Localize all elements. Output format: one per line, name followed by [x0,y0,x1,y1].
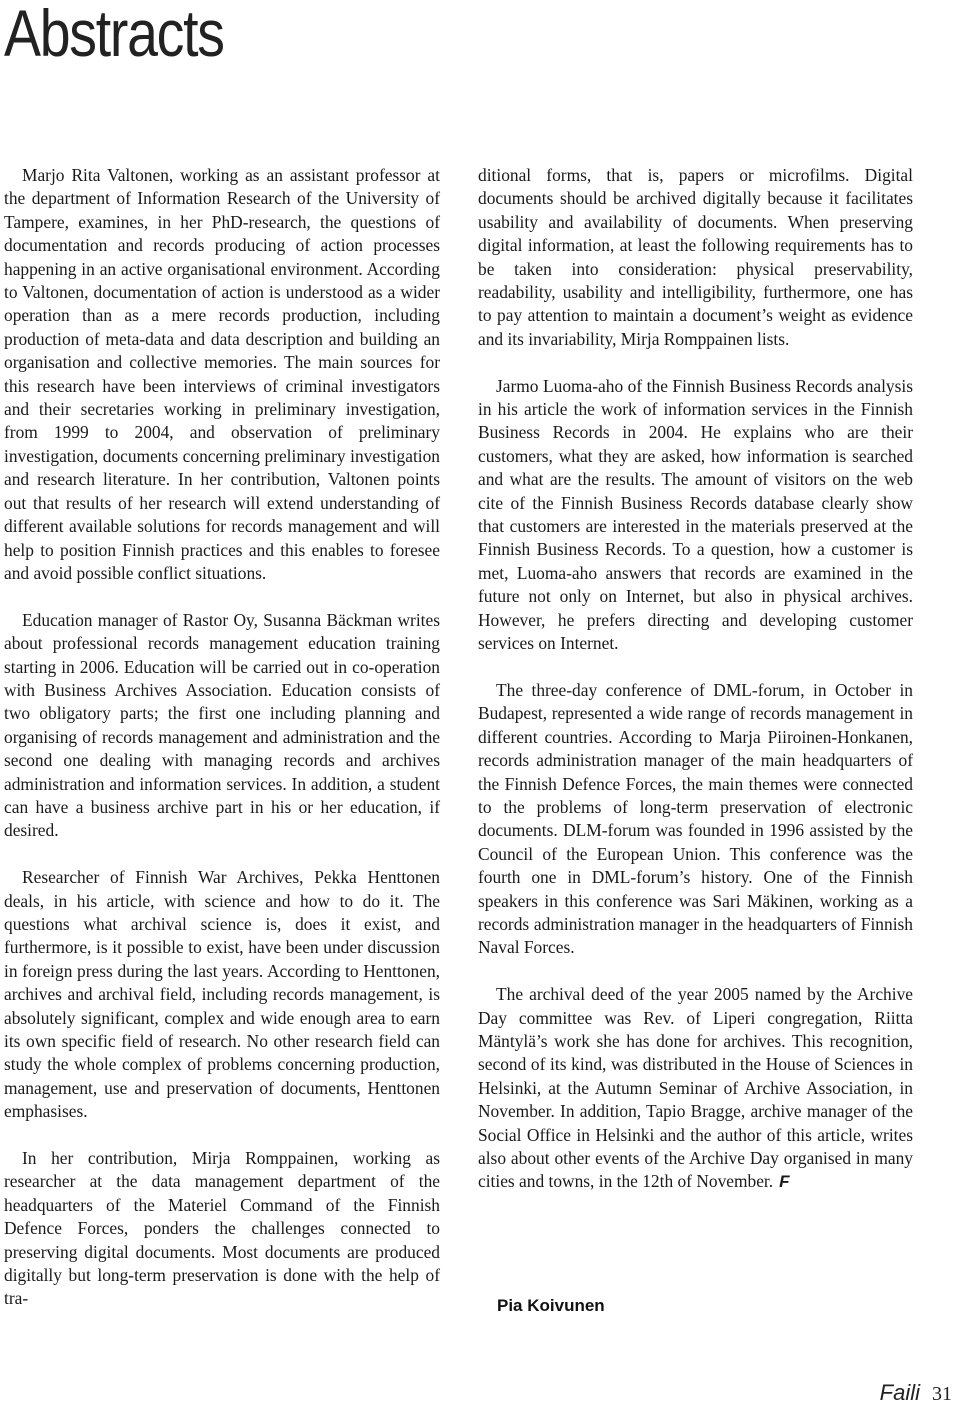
abstract-paragraph: Researcher of Finnish War Archives, Pekka Henttonen deals, in his article, with science and how to do it. The questions what archival science is, does it exist, and furthermore, is it possible to exist, have been under discussion in foreign press during the last years. According to Henttonen, archives and archival field, including records management, is absolutely significant, complex and wide enough area to earn its own specific field of research. No other research field can study the whole complex of problems concerning production, management, use and preservation of documents, Henttonen emphasises. [4,867,440,1122]
abstract-paragraph: Marjo Rita Valtonen, working as an assistant professor at the department of Information Research of the University of Tampere, examines, in her PhD-research, the questions of documentation and records producing of action processes happening in an active organisational environment. According to Valtonen, documentation of action is understood as a wider operation than as a mere records production, including production of meta-data and data description and building an organisation and collective memories. The main sources for this research have been interviews of criminal investigators and their secretaries working in preliminary investigation, from 1999 to 2004, and observation of preliminary investigation, documents concerning preliminary investigation and research literature. In her contribution, Valtonen points out that results of her research will extend understanding of different available solutions for records management and will help to position Finnish practices and this enables to foresee and avoid possible conflict situations. [4,165,440,583]
abstract-paragraph: In her contribution, Mirja Romppainen, working as researcher at the data management department of the headquarters of the Materiel Command of the Finnish Defence Forces, ponders the challenges connected to preserving digital documents. Most documents are produced digitally but long-term preservation is done with the help of tra- [4,1148,440,1309]
page-number: 31 [932,1383,952,1405]
magazine-name: Faili [879,1380,920,1405]
page-title: Abstracts [4,0,224,70]
left-column [4,164,440,1334]
abstract-paragraph: The three-day conference of DML-forum, in October in Budapest, represented a wide range of records management in different countries. According to Marja Piiroinen-Honkanen, records administration manager of the main headquarters of the Finnish Defence Forces, the main themes were connected to the problems of long-term preservation of electronic documents. DLM-forum was founded in 1996 assisted by the Council of the European Union. This conference was the fourth one in DML-forum’s history. One of the Finnish speakers in this conference was Sari Mäkinen, working as a records administration manager in the headquarters of Finnish Naval Forces. [478,679,913,958]
right-column [478,164,913,1217]
abstract-paragraph-text: The archival deed of the year 2005 named by the Archive Day committee was Rev. of Liperi congregation, Riitta Mäntylä’s work she has done for archives. This recognition, second of its kind, was distributed in the House of Sciences in Helsinki, at the Autumn Seminar of Archive Association, in November. In addition, Tapio Bragge, archive manager of the Social Office in Helsinki and the author of this article, writes also about other events of the Archive Day organised in many cities and towns, in the 12th of November. [478,984,913,1192]
end-of-article-mark-icon: F [779,1172,790,1192]
page-footer [880,1380,952,1406]
abstract-paragraph: Jarmo Luoma-aho of the Finnish Business Records analysis in his article the work of information services in the Finnish Business Records in 2004. He explains who are their customers, what they are asked, how information is searched and what are the results. The amount of visitors on the web cite of the Finnish Business Records database clearly show that customers are interested in the materials preserved at the Finnish Business Records. To a question, how a customer is met, Luoma-aho answers that records are examined in the future not only on Internet, but also in physical archives. However, he prefers directing and developing customer services on Internet. [478,375,913,654]
abstract-paragraph-last [478,983,913,1194]
abstract-paragraph: Education manager of Rastor Oy, Susanna Bäckman writes about professional records management education training starting in 2006. Education will be carried out in co-operation with Business Archives Association. Education consists of two obligatory parts; the first one including planning and organising of records management and administration and the second one dealing with managing records and archives administration and information services. In addition, a student can have a business archive part in his or her education, if desired. [4,609,440,841]
abstract-paragraph-continued: ditional forms, that is, papers or microfilms. Digital documents should be archived digitally because it facilitates usability and availability of documents. When preserving digital information, at least the following requirements has to be taken into consideration: physical preservability, readability, usability and intelligibility, furthermore, one has to pay attention to maintain a document’s weight as evidence and its invariability, Mirja Romppainen lists. [478,165,913,349]
author-name: Pia Koivunen [497,1296,605,1315]
